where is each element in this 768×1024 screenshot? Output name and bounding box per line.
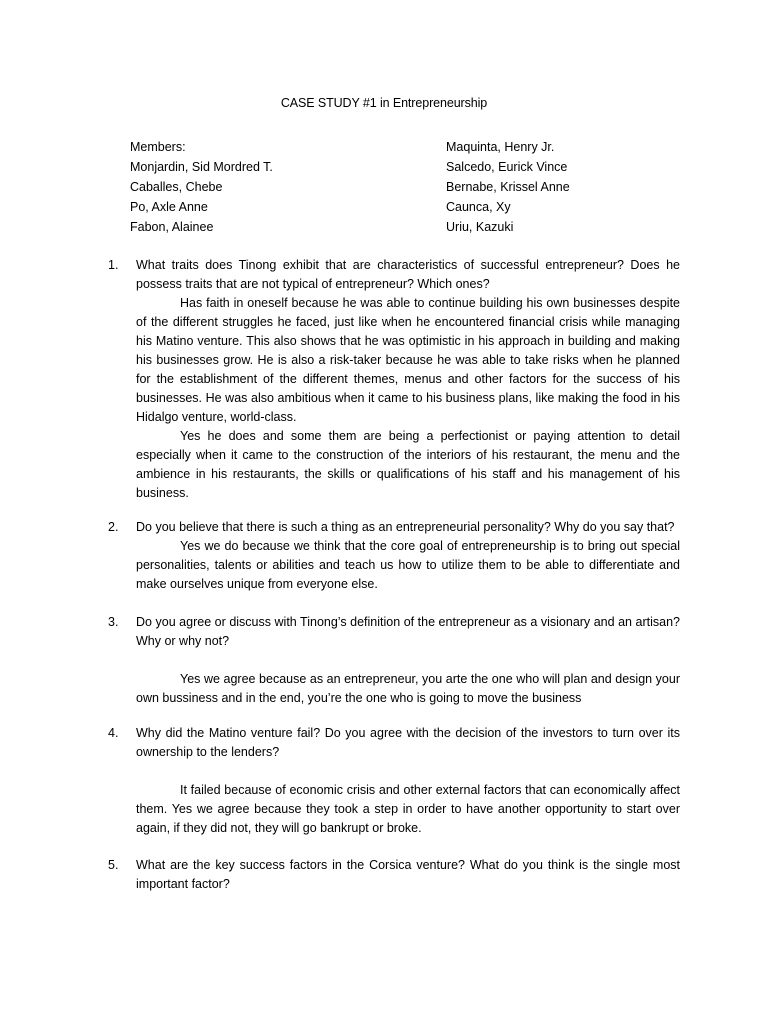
answer-paragraph: Yes we agree because as an entrepreneur, you arte the one who will plan and design your own bussiness and in the end, you’re the one who is going to move the business [136,672,680,705]
members-heading: Members: [130,140,186,154]
answer-paragraph: It failed because of economic crisis and other external factors that can economically affect them. Yes we agree because they took a step in order to have another opportunity to start over again, if they did not, they will go bankrupt or broke. [136,783,680,835]
question-number: 4. [108,726,119,740]
answer-paragraph: Has faith in oneself because he was able to continue building his own businesses despite of the different struggles he faced, just like when he encountered financial crisis while managing his Matino venture. This also shows that he was optimistic in his approach in building and making his businesses grow. He is also a risk-taker because he was able to take risks when he planned for the establishment of the different themes, menus and other factors for the success of his businesses. He was also ambitious when it came to his business plans, like making the food in his Hidalgo venture, world-class. [136,296,680,424]
question-2 [108,518,680,594]
member-name: Caballes, Chebe [130,180,223,194]
question-text: Do you agree or discuss with Tinong’s definition of the entrepreneur as a visionary and an artisan? Why or why not? [136,615,680,648]
question-1 [108,256,680,503]
question-text: What are the key success factors in the Corsica venture? What do you think is the single most important factor? [136,858,680,891]
document-title: CASE STUDY #1 in Entrepreneurship [280,96,488,110]
answer-paragraph: Yes he does and some them are being a perfectionist or paying attention to detail especially when it came to the construction of the interiors of his restaurant, the menu and the ambience in his restaurants, the skills or qualifications of his staff and his management of his business. [136,429,680,500]
member-name: Caunca, Xy [446,200,511,214]
question-number: 3. [108,615,119,629]
member-name: Fabon, Alainee [130,220,214,234]
question-3 [108,613,680,708]
member-name: Uriu, Kazuki [446,220,514,234]
question-number: 2. [108,520,119,534]
question-4 [108,724,680,838]
member-name: Maquinta, Henry Jr. [446,140,555,154]
question-text: Why did the Matino venture fail? Do you agree with the decision of the investors to turn over its ownership to the lenders? [136,726,680,759]
question-text: Do you believe that there is such a thing as an entrepreneurial personality? Why do you say that? [136,520,675,534]
question-text: What traits does Tinong exhibit that are characteristics of successful entrepreneur? Does he possess traits that are not typical of entrepreneur? Which ones? [136,258,680,291]
question-5 [108,856,680,894]
answer-paragraph: Yes we do because we think that the core goal of entrepreneurship is to bring out special personalities, talents or abilities and teach us how to utilize them to be able to differentiate and make ourselves unique from everyone else. [136,539,680,591]
members-column-left [130,137,273,237]
member-name: Monjardin, Sid Mordred T. [130,160,273,174]
question-number: 5. [108,858,119,872]
question-number: 1. [108,258,119,272]
member-name: Bernabe, Krissel Anne [446,180,570,194]
member-name: Po, Axle Anne [130,200,208,214]
member-name: Salcedo, Eurick Vince [446,160,568,174]
members-column-right [446,137,570,237]
